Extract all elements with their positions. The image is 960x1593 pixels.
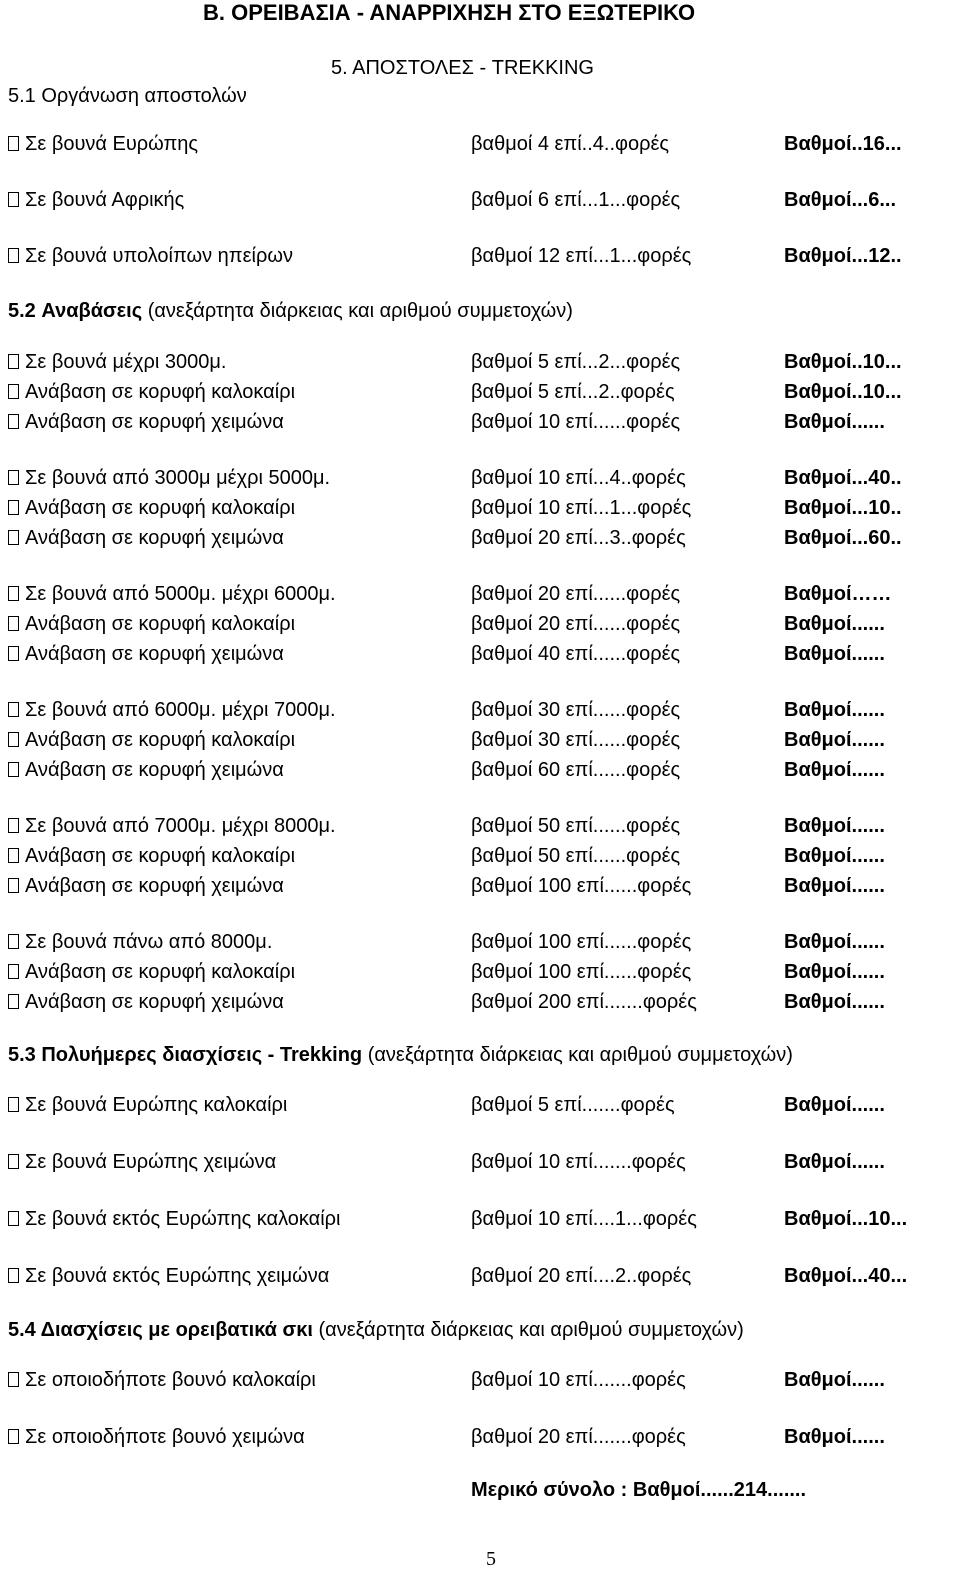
row-label: [8, 410, 284, 434]
row-label-text: Σε βουνά Αφρικής: [25, 189, 185, 211]
row-label-text: Σε οποιοδήποτε βουνό καλοκαίρι: [25, 1369, 316, 1391]
row-points-total: Βαθμοί..16...: [784, 133, 902, 155]
checkbox-icon: [8, 964, 19, 979]
row-label: [8, 582, 336, 606]
row-label-text: Ανάβαση σε κορυφή καλοκαίρι: [25, 845, 296, 867]
section-note: (ανεξάρτητα διάρκειας και αριθμού συμμετοχών): [362, 1044, 793, 1066]
row-points-rate: βαθμοί 50 επί......φορές: [471, 815, 681, 837]
row-label: [8, 244, 293, 268]
checkbox-icon: [8, 414, 19, 429]
row-points-total: Βαθμοί......: [784, 1369, 885, 1391]
row-label-text: Ανάβαση σε κορυφή χειμώνα: [25, 991, 284, 1013]
checkbox-icon: [8, 762, 19, 777]
row-label-text: Σε βουνά πάνω από 8000μ.: [25, 931, 273, 953]
checkbox-icon: [8, 616, 19, 631]
row-points-total: Βαθμοί......: [784, 991, 885, 1013]
section-5-3-heading: [8, 1043, 793, 1067]
row-points-rate: βαθμοί 60 επί......φορές: [471, 759, 681, 781]
row-points-total: Βαθμοί..10...: [784, 381, 902, 403]
row-label-text: Σε βουνά υπολοίπων ηπείρων: [25, 245, 293, 267]
row-label: [8, 1093, 287, 1117]
row-label-text: Σε βουνά μέχρι 3000μ.: [25, 351, 227, 373]
row-label: [8, 1150, 276, 1174]
page-number: 5: [486, 1548, 496, 1570]
row-points-total: Βαθμοί...60..: [784, 527, 902, 549]
row-points-total: Βαθμοί......: [784, 643, 885, 665]
row-label: [8, 496, 295, 520]
checkbox-icon: [8, 500, 19, 515]
row-label-text: Σε οποιοδήποτε βουνό χειμώνα: [25, 1426, 305, 1448]
checkbox-icon: [8, 470, 19, 485]
checkbox-icon: [8, 848, 19, 863]
row-label: [8, 814, 336, 838]
row-label: [8, 642, 284, 666]
row-label-text: Ανάβαση σε κορυφή χειμώνα: [25, 527, 284, 549]
row-points-total: Βαθμοί......: [784, 1151, 885, 1173]
page-title: B. ΟΡΕΙΒΑΣΙΑ - ΑΝΑΡΡΙΧΗΣΗ ΣΤΟ ΕΞΩΤΕΡΙΚΟ: [203, 0, 696, 25]
row-label-text: Σε βουνά εκτός Ευρώπης χειμώνα: [25, 1265, 330, 1287]
row-label-text: Σε βουνά εκτός Ευρώπης καλοκαίρι: [25, 1208, 341, 1230]
row-points-total: Βαθμοί......: [784, 875, 885, 897]
section-5-1-heading: 5.1 Οργάνωση αποστολών: [8, 85, 247, 107]
checkbox-icon: [8, 1211, 19, 1226]
row-points-total: Βαθμοί...40...: [784, 1265, 908, 1287]
row-points-rate: βαθμοί 10 επί.......φορές: [471, 1151, 686, 1173]
row-label-text: Σε βουνά από 3000μ μέχρι 5000μ.: [25, 467, 331, 489]
checkbox-icon: [8, 384, 19, 399]
section-note: (ανεξάρτητα διάρκειας και αριθμού συμμετοχών): [142, 300, 573, 322]
row-points-rate: βαθμοί 6 επί...1...φορές: [471, 189, 681, 211]
checkbox-icon: [8, 1268, 19, 1283]
row-points-rate: βαθμοί 5 επί...2...φορές: [471, 351, 681, 373]
row-points-total: Βαθμοί...10...: [784, 1208, 908, 1230]
row-points-total: Βαθμοί......: [784, 1094, 885, 1116]
row-points-total: Βαθμοί......: [784, 729, 885, 751]
row-label: [8, 526, 284, 550]
row-points-rate: βαθμοί 10 επί...1...φορές: [471, 497, 692, 519]
row-points-total: Βαθμοί......: [784, 699, 885, 721]
row-points-rate: βαθμοί 10 επί....1...φορές: [471, 1208, 697, 1230]
checkbox-icon: [8, 878, 19, 893]
row-label: [8, 728, 295, 752]
row-points-total: Βαθμοί...12..: [784, 245, 902, 267]
checkbox-icon: [8, 646, 19, 661]
row-label-text: Σε βουνά από 5000μ. μέχρι 6000μ.: [25, 583, 336, 605]
section-title: 5.3 Πολυήμερες διασχίσεις - Trekking: [8, 1044, 363, 1066]
row-label-text: Ανάβαση σε κορυφή καλοκαίρι: [25, 961, 296, 983]
row-label: [8, 758, 284, 782]
row-points-rate: βαθμοί 10 επί...4..φορές: [471, 467, 686, 489]
row-label-text: Ανάβαση σε κορυφή καλοκαίρι: [25, 497, 296, 519]
row-points-total: Βαθμοί......: [784, 759, 885, 781]
row-label-text: Σε βουνά από 6000μ. μέχρι 7000μ.: [25, 699, 336, 721]
row-points-rate: βαθμοί 4 επί..4..φορές: [471, 133, 670, 155]
row-points-total: Βαθμοί...40..: [784, 467, 902, 489]
row-points-rate: βαθμοί 100 επί......φορές: [471, 961, 692, 983]
row-points-total: Βαθμοί......: [784, 961, 885, 983]
row-label: [8, 844, 295, 868]
row-label: [8, 930, 272, 954]
row-label-text: Ανάβαση σε κορυφή χειμώνα: [25, 759, 284, 781]
row-points-total: Βαθμοί...6...: [784, 189, 897, 211]
checkbox-icon: [8, 530, 19, 545]
section-title: 5.4 Διασχίσεις με ορειβατικά σκι: [8, 1319, 313, 1341]
row-points-total: Βαθμοί......: [784, 613, 885, 635]
row-points-rate: βαθμοί 10 επί......φορές: [471, 411, 681, 433]
page-subtitle: 5. ΑΠΟΣΤΟΛΕΣ - TREKKING: [331, 57, 594, 79]
section-title: Αναβάσεις: [41, 300, 143, 322]
checkbox-icon: [8, 354, 19, 369]
row-points-total: Βαθμοί...10..: [784, 497, 902, 519]
section-note: (ανεξάρτητα διάρκειας και αριθμού συμμετοχών): [312, 1319, 744, 1341]
row-label: [8, 874, 284, 898]
checkbox-icon: [8, 1372, 19, 1387]
checkbox-icon: [8, 1429, 19, 1444]
checkbox-icon: [8, 818, 19, 833]
row-label-text: Ανάβαση σε κορυφή καλοκαίρι: [25, 613, 296, 635]
row-points-rate: βαθμοί 40 επί......φορές: [471, 643, 681, 665]
row-points-total: Βαθμοί......: [784, 845, 885, 867]
row-label-text: Ανάβαση σε κορυφή καλοκαίρι: [25, 381, 296, 403]
row-points-total: Βαθμοί......: [784, 815, 885, 837]
row-label: [8, 990, 284, 1014]
row-label: [8, 188, 184, 212]
row-points-total: Βαθμοί..10...: [784, 351, 902, 373]
row-label: [8, 1368, 316, 1392]
checkbox-icon: [8, 732, 19, 747]
row-points-rate: βαθμοί 20 επί.......φορές: [471, 1426, 686, 1448]
checkbox-icon: [8, 994, 19, 1009]
row-points-total: Βαθμοί......: [784, 931, 885, 953]
row-label-text: Σε βουνά Ευρώπης: [25, 133, 199, 155]
row-points-rate: βαθμοί 20 επί......φορές: [471, 613, 681, 635]
row-points-total: Βαθμοί......: [784, 1426, 885, 1448]
row-label: [8, 466, 330, 490]
row-label-text: Σε βουνά Ευρώπης καλοκαίρι: [25, 1094, 288, 1116]
checkbox-icon: [8, 192, 19, 207]
row-label: [8, 350, 226, 374]
row-points-rate: βαθμοί 200 επί.......φορές: [471, 991, 697, 1013]
row-points-rate: βαθμοί 20 επί....2..φορές: [471, 1265, 692, 1287]
row-points-total: Βαθμοί……: [784, 583, 892, 605]
row-points-rate: βαθμοί 5 επί...2..φορές: [471, 381, 675, 403]
row-label-text: Ανάβαση σε κορυφή χειμώνα: [25, 875, 284, 897]
row-label: [8, 698, 336, 722]
row-label-text: Ανάβαση σε κορυφή χειμώνα: [25, 643, 284, 665]
row-label: [8, 1207, 340, 1231]
row-points-rate: βαθμοί 50 επί......φορές: [471, 845, 681, 867]
row-points-rate: βαθμοί 10 επί.......φορές: [471, 1369, 686, 1391]
checkbox-icon: [8, 1154, 19, 1169]
row-label: [8, 380, 295, 404]
row-points-rate: βαθμοί 100 επί......φορές: [471, 931, 692, 953]
checkbox-icon: [8, 586, 19, 601]
row-label-text: Ανάβαση σε κορυφή χειμώνα: [25, 411, 284, 433]
row-label: [8, 1425, 305, 1449]
section-5-2-heading: [8, 299, 573, 323]
row-points-rate: βαθμοί 5 επί.......φορές: [471, 1094, 675, 1116]
row-points-rate: βαθμοί 20 επί......φορές: [471, 583, 681, 605]
section-5-4-heading: [8, 1318, 744, 1342]
checkbox-icon: [8, 934, 19, 949]
checkbox-icon: [8, 136, 19, 151]
checkbox-icon: [8, 1097, 19, 1112]
row-points-total: Βαθμοί......: [784, 411, 885, 433]
subtotal: Μερικό σύνολο : Βαθμοί......214.......: [471, 1479, 807, 1501]
row-label: [8, 612, 295, 636]
row-points-rate: βαθμοί 20 επί...3..φορές: [471, 527, 686, 549]
row-label-text: Σε βουνά Ευρώπης χειμώνα: [25, 1151, 277, 1173]
section-number: 5.2: [8, 300, 36, 322]
row-points-rate: βαθμοί 30 επί......φορές: [471, 699, 681, 721]
row-points-rate: βαθμοί 100 επί......φορές: [471, 875, 692, 897]
checkbox-icon: [8, 248, 19, 263]
row-points-rate: βαθμοί 12 επί...1...φορές: [471, 245, 692, 267]
row-label-text: Ανάβαση σε κορυφή καλοκαίρι: [25, 729, 296, 751]
checkbox-icon: [8, 702, 19, 717]
row-label: [8, 960, 295, 984]
row-label-text: Σε βουνά από 7000μ. μέχρι 8000μ.: [25, 815, 336, 837]
row-label: [8, 132, 198, 156]
row-label: [8, 1264, 329, 1288]
row-points-rate: βαθμοί 30 επί......φορές: [471, 729, 681, 751]
